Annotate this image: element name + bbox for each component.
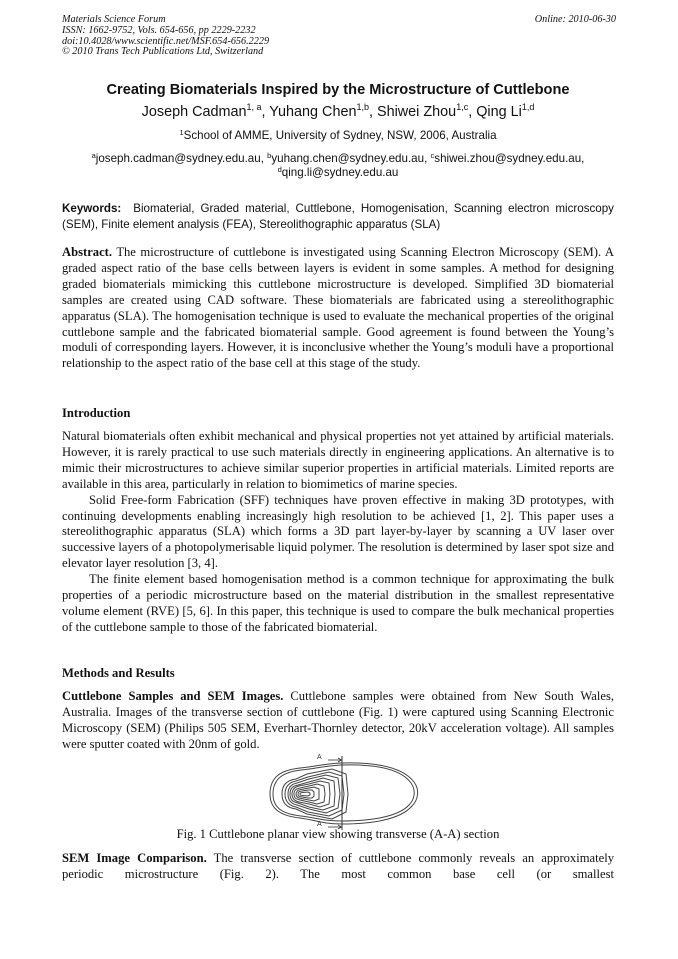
subsection-text: Cuttlebone samples were obtained from New South Wales, Australia. Images of the transverse section of cuttlebone (Fig. 1) were captured using Scanning Electronic Microscopy (SEM) (Philips 505 SEM, Everhart-Thornley detector, 20kV acceleration voltage). All samples were sputter coated with 20nm of gold. <box>62 689 614 751</box>
abstract-text: The microstructure of cuttlebone is investigated using Scanning Electron Microscopy (SEM). A graded aspect ratio of the base cells between layers is evident in some samples. A method for designing graded biomaterials mimicking this cuttlebone microstructure is developed. Simplified 3D biomaterial samples are created using CAD software. These biomaterials are fabricated using a stereolithographic apparatus (SLA). The homogenisation technique is used to evaluate the mechanical properties of the original cuttlebone sample and the fabricated biomaterial sample. Good agreement is found between the Young’s moduli of corresponding layers. However, it is inconclusive whether the Young’s moduli have a proportional relationship to the aspect ratio of the base cell at this stage of the study. <box>62 245 615 371</box>
copyright-line: © 2010 Trans Tech Publications Ltd, Switzerland <box>62 46 264 58</box>
subsection-text: The transverse section of cuttlebone commonly reveals an approximately periodic microstructure (Fig. 2). The most common base cell (or smallest <box>62 851 615 881</box>
paragraph: The finite element based homogenisation method is a common technique for approximating the bulk properties of a periodic microstructure based on the material distribution in the smallest representative volume element (RVE) [5, 6]. In this paper, this technique is used to compare the bulk mechanical properties of the cuttlebone sample to those of the fabricated biomaterial. <box>62 572 614 634</box>
affiliation <box>62 129 614 143</box>
author-name: Yuhang Chen <box>269 104 357 120</box>
email-link[interactable]: yuhang.chen@sydney.edu.au, <box>271 152 428 165</box>
email-list <box>62 152 614 180</box>
methods-samples <box>62 689 614 753</box>
subsection-label: SEM Image Comparison. <box>62 851 207 865</box>
author-name: Shiwei Zhou <box>376 104 457 120</box>
doi-line: doi:10.4028/www.scientific.net/MSF.654-656.2229 <box>62 35 270 47</box>
email-link[interactable]: joseph.cadman@sydney.edu.au, <box>95 152 264 165</box>
journal-name: Materials Science Forum <box>62 14 166 25</box>
paragraph: Natural biomaterials often exhibit mechanical and physical properties not yet attained by artificial materials. However, it is rarely practical to use such materials directly in engineering applications. An alternative is to mimic their microstructures to achieve similar superior properties in artificial materials. Limited reports are available in this area, particularly in relation to biomimetics of marine species. <box>62 429 614 491</box>
email-sup: b <box>267 151 272 160</box>
email-link[interactable]: qing.li@sydney.edu.au <box>281 166 399 179</box>
author-list: Joseph Cadman$^{1, a}$, Yuhang Chen$^{1,b}$, Shiwei Zhou$^{1,c}$, Qing Li$^{1,d}$ <box>141 102 535 120</box>
keywords <box>62 201 614 232</box>
figure-caption: Fig. 1 Cuttlebone planar view showing transverse (A-A) section <box>176 827 500 841</box>
author-sup: 1,c <box>456 102 469 112</box>
affiliation-sup: 1 <box>179 128 184 137</box>
abstract <box>62 245 614 372</box>
figure-cuttlebone-planar-view <box>262 754 422 832</box>
subsection-label: Cuttlebone Samples and SEM Images. <box>62 689 284 703</box>
author-name: Qing Li <box>476 104 522 120</box>
email-sup: d <box>277 165 282 174</box>
affiliation-text: School of AMME, University of Sydney, NSW, 2006, Australia <box>183 129 497 142</box>
introduction-body <box>62 429 614 636</box>
keywords-text: Biomaterial, Graded material, Cuttlebone, Homogenisation, Scanning electron microscopy (SEM), Finite element analysis (FEA), Stereolithographic apparatus (SLA) <box>62 202 614 231</box>
paper-title: Creating Biomaterials Inspired by the Microstructure of Cuttlebone <box>106 82 570 98</box>
email-sup: a <box>91 151 96 160</box>
email-link[interactable]: shiwei.zhou@sydney.edu.au, <box>434 152 585 165</box>
section-heading-introduction: Introduction <box>62 406 131 420</box>
section-label-bottom: A <box>317 821 322 828</box>
issn-line: ISSN: 1662-9752, Vols. 654-656, pp 2229-2232 <box>62 24 256 36</box>
abstract-label: Abstract. <box>62 245 113 259</box>
cuttlebone-outline-illustration <box>262 754 422 832</box>
methods-sem-comparison <box>62 851 614 883</box>
author-sup: 1,b <box>356 102 369 112</box>
journal-header <box>62 15 269 58</box>
author-sup: 1, a <box>246 102 262 112</box>
section-label-top: A <box>317 754 322 761</box>
online-date: Online: 2010-06-30 <box>534 14 616 25</box>
paragraph: Solid Free-form Fabrication (SFF) techniques have proven effective in making 3D prototypes, with continuing developments enabling increasingly high resolution to be achieved [1, 2]. This paper uses a stereolithographic apparatus (SLA) which forms a 3D part layer-by-layer by scanning a UV laser over successive layers of a photopolymerisable liquid polymer. The resolution is determined by laser spot size and elevator layer resolution [3, 4]. <box>62 492 614 571</box>
author-name: Joseph Cadman <box>141 104 247 120</box>
author-sup: 1,d <box>521 102 535 112</box>
email-sup: c <box>430 151 435 160</box>
section-heading-methods: Methods and Results <box>62 666 175 680</box>
keywords-label: Keywords: <box>62 202 122 215</box>
